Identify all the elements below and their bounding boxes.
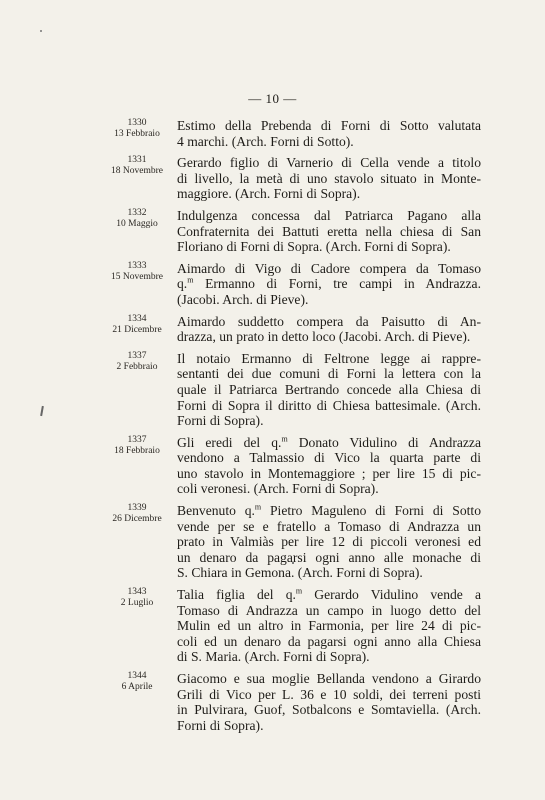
entry-text xyxy=(177,314,481,345)
chronicle-entry xyxy=(0,435,545,497)
entry-text xyxy=(177,118,481,149)
entry-line: Confraternita dei Battuti eretta nella chiesa di San xyxy=(177,223,481,239)
entry-line: coli veronesi. (Arch. Forni di Sopra). xyxy=(177,481,379,497)
entry-line: quale il Patriarca Bertrando concede alla Chiesa di xyxy=(177,381,481,397)
entry-day: 21 Dicembre xyxy=(112,324,162,335)
entry-line: Aimardo di Vigo di Cadore compera da Tomaso xyxy=(177,260,481,276)
entry-date xyxy=(92,503,182,525)
entry-line: Aimardo suddetto compera da Paisutto di An- xyxy=(177,313,481,329)
entry-year: 1337 xyxy=(127,350,147,361)
entry-year: 1333 xyxy=(127,260,147,271)
entry-line: sentanti dei due comuni di Forni la lettera con la xyxy=(177,366,481,382)
entry-year: 1337 xyxy=(127,434,147,445)
entry-line: prato in Valmiàs per lire 12 di piccoli veronesi ed xyxy=(177,534,481,550)
entry-line: S. Chiara in Gemona. (Arch. Forni di Sopra). xyxy=(177,565,423,581)
entry-line: Talia figlia del q.$^m$ Gerardo Vidulino vende a xyxy=(177,586,482,603)
entry-line: vende per se e fratello a Tomaso di Andrazza un xyxy=(177,518,481,534)
entry-line: in Pulvirara, Guof, Sotbalcons e Somtaviella. (Arch. xyxy=(177,702,481,718)
entry-line: Grili di Vico per L. 36 e 10 soldi, dei terreni posti xyxy=(177,686,481,702)
entry-line: Gli eredi del q.$^m$ Donato Vidulino di Andrazza xyxy=(177,434,482,450)
chronicle-entry xyxy=(0,155,545,202)
entry-year: 1331 xyxy=(127,155,147,166)
entry-text xyxy=(177,671,481,733)
entry-line: 4 marchi. (Arch. Forni di Sotto). xyxy=(177,133,354,149)
entry-line: vendono a Talmassio di Vico la quarta parte di xyxy=(177,450,481,466)
entry-day: 2 Febbraio xyxy=(116,361,158,372)
chronicle-entry xyxy=(0,261,545,308)
entry-line: di livello, la metà di uno stavolo situato in Monte- xyxy=(177,170,481,186)
entry-day: 2 Luglio xyxy=(120,598,154,609)
entry-year: 1343 xyxy=(127,587,147,598)
entry-line: drazza, un prato in detto loco (Jacobi. Arch. di Pieve). xyxy=(177,329,471,345)
entry-line: Mulin ed un altro in Farmonia, per lire 24 di pic- xyxy=(177,618,481,634)
entry-date xyxy=(92,261,182,283)
entry-line: Giacomo e sua moglie Bellanda vendono a Girardo xyxy=(177,671,481,686)
entry-line: uno stavolo in Montemaggiore ; per lire 15 di pic- xyxy=(177,465,481,481)
entry-text xyxy=(177,587,481,665)
entry-day: 13 Febbraio xyxy=(114,129,160,139)
page-number: — 10 — xyxy=(248,91,297,106)
entry-line: Floriano di Forni di Sopra. (Arch. Forni di Sopra). xyxy=(177,239,451,255)
entry-line: Il notaio Ermanno di Feltrone legge ai rappre- xyxy=(177,350,481,366)
entry-date xyxy=(92,435,182,457)
entry-line: (Jacobi. Arch. di Pieve). xyxy=(177,291,309,307)
chronicle-entry xyxy=(0,671,545,733)
entry-line: Gerardo figlio di Varnerio di Cella vende a titolo xyxy=(177,155,481,171)
paper-speck xyxy=(40,30,42,32)
entry-year: 1332 xyxy=(127,207,147,218)
entry-day: 10 Maggio xyxy=(116,218,158,229)
chronicle-entry xyxy=(0,314,545,345)
entry-line: un denaro da pagarsi ogni anno alle monache di xyxy=(177,549,481,565)
entry-line: Estimo della Prebenda di Forni di Sotto valutata xyxy=(177,118,481,133)
entry-line: maggiore. (Arch. Forni di Sopra). xyxy=(177,186,361,202)
entry-text xyxy=(177,261,481,308)
entry-year: 1334 xyxy=(127,313,147,324)
entry-day: 18 Novembre xyxy=(111,166,163,177)
entry-year: 1330 xyxy=(127,118,147,128)
entry-line: Tomaso di Andrazza un campo in luogo detto del xyxy=(177,602,481,618)
chronicle-entries xyxy=(0,118,545,739)
entry-year: 1339 xyxy=(127,503,147,514)
chronicle-entry xyxy=(0,503,545,581)
entry-line: Benvenuto q.$^m$ Pietro Maguleno di Forni di Sotto xyxy=(177,502,481,519)
entry-line: Forni di Sopra). xyxy=(177,717,264,733)
chronicle-entry xyxy=(0,351,545,429)
entry-text xyxy=(177,351,481,429)
entry-date xyxy=(92,208,182,230)
entry-day: 18 Febbraio xyxy=(114,445,160,456)
entry-day: 15 Novembre xyxy=(111,271,163,282)
chronicle-entry xyxy=(0,208,545,255)
chronicle-entry xyxy=(0,587,545,665)
entry-line: q.$^m$ Ermanno di Forni, tre campi in Andrazza. xyxy=(177,275,481,292)
entry-text xyxy=(177,503,481,581)
entry-date xyxy=(92,351,182,373)
entry-date xyxy=(92,314,182,336)
entry-date xyxy=(92,671,182,693)
entry-date xyxy=(92,587,182,609)
entry-text xyxy=(177,155,481,202)
entry-text xyxy=(177,435,481,497)
entry-year: 1344 xyxy=(127,671,147,681)
entry-date xyxy=(92,118,182,140)
entry-line: coli ed un denaro da pagarsi ogni anno alla Chiesa xyxy=(177,633,481,649)
entry-date xyxy=(92,155,182,177)
entry-line: Indulgenza concessa dal Patriarca Pagano alla xyxy=(177,207,481,223)
entry-day: 6 Aprile xyxy=(121,682,153,692)
entry-line: Forni di Sopra). xyxy=(177,413,264,429)
entry-line: di S. Maria. (Arch. Forni di Sopra). xyxy=(177,649,370,665)
chronicle-entry xyxy=(0,118,545,149)
entry-day: 26 Dicembre xyxy=(112,514,162,525)
entry-text xyxy=(177,208,481,255)
entry-line: Forni di Sopra il diritto di Chiesa battesimale. (Arch. xyxy=(177,397,481,413)
